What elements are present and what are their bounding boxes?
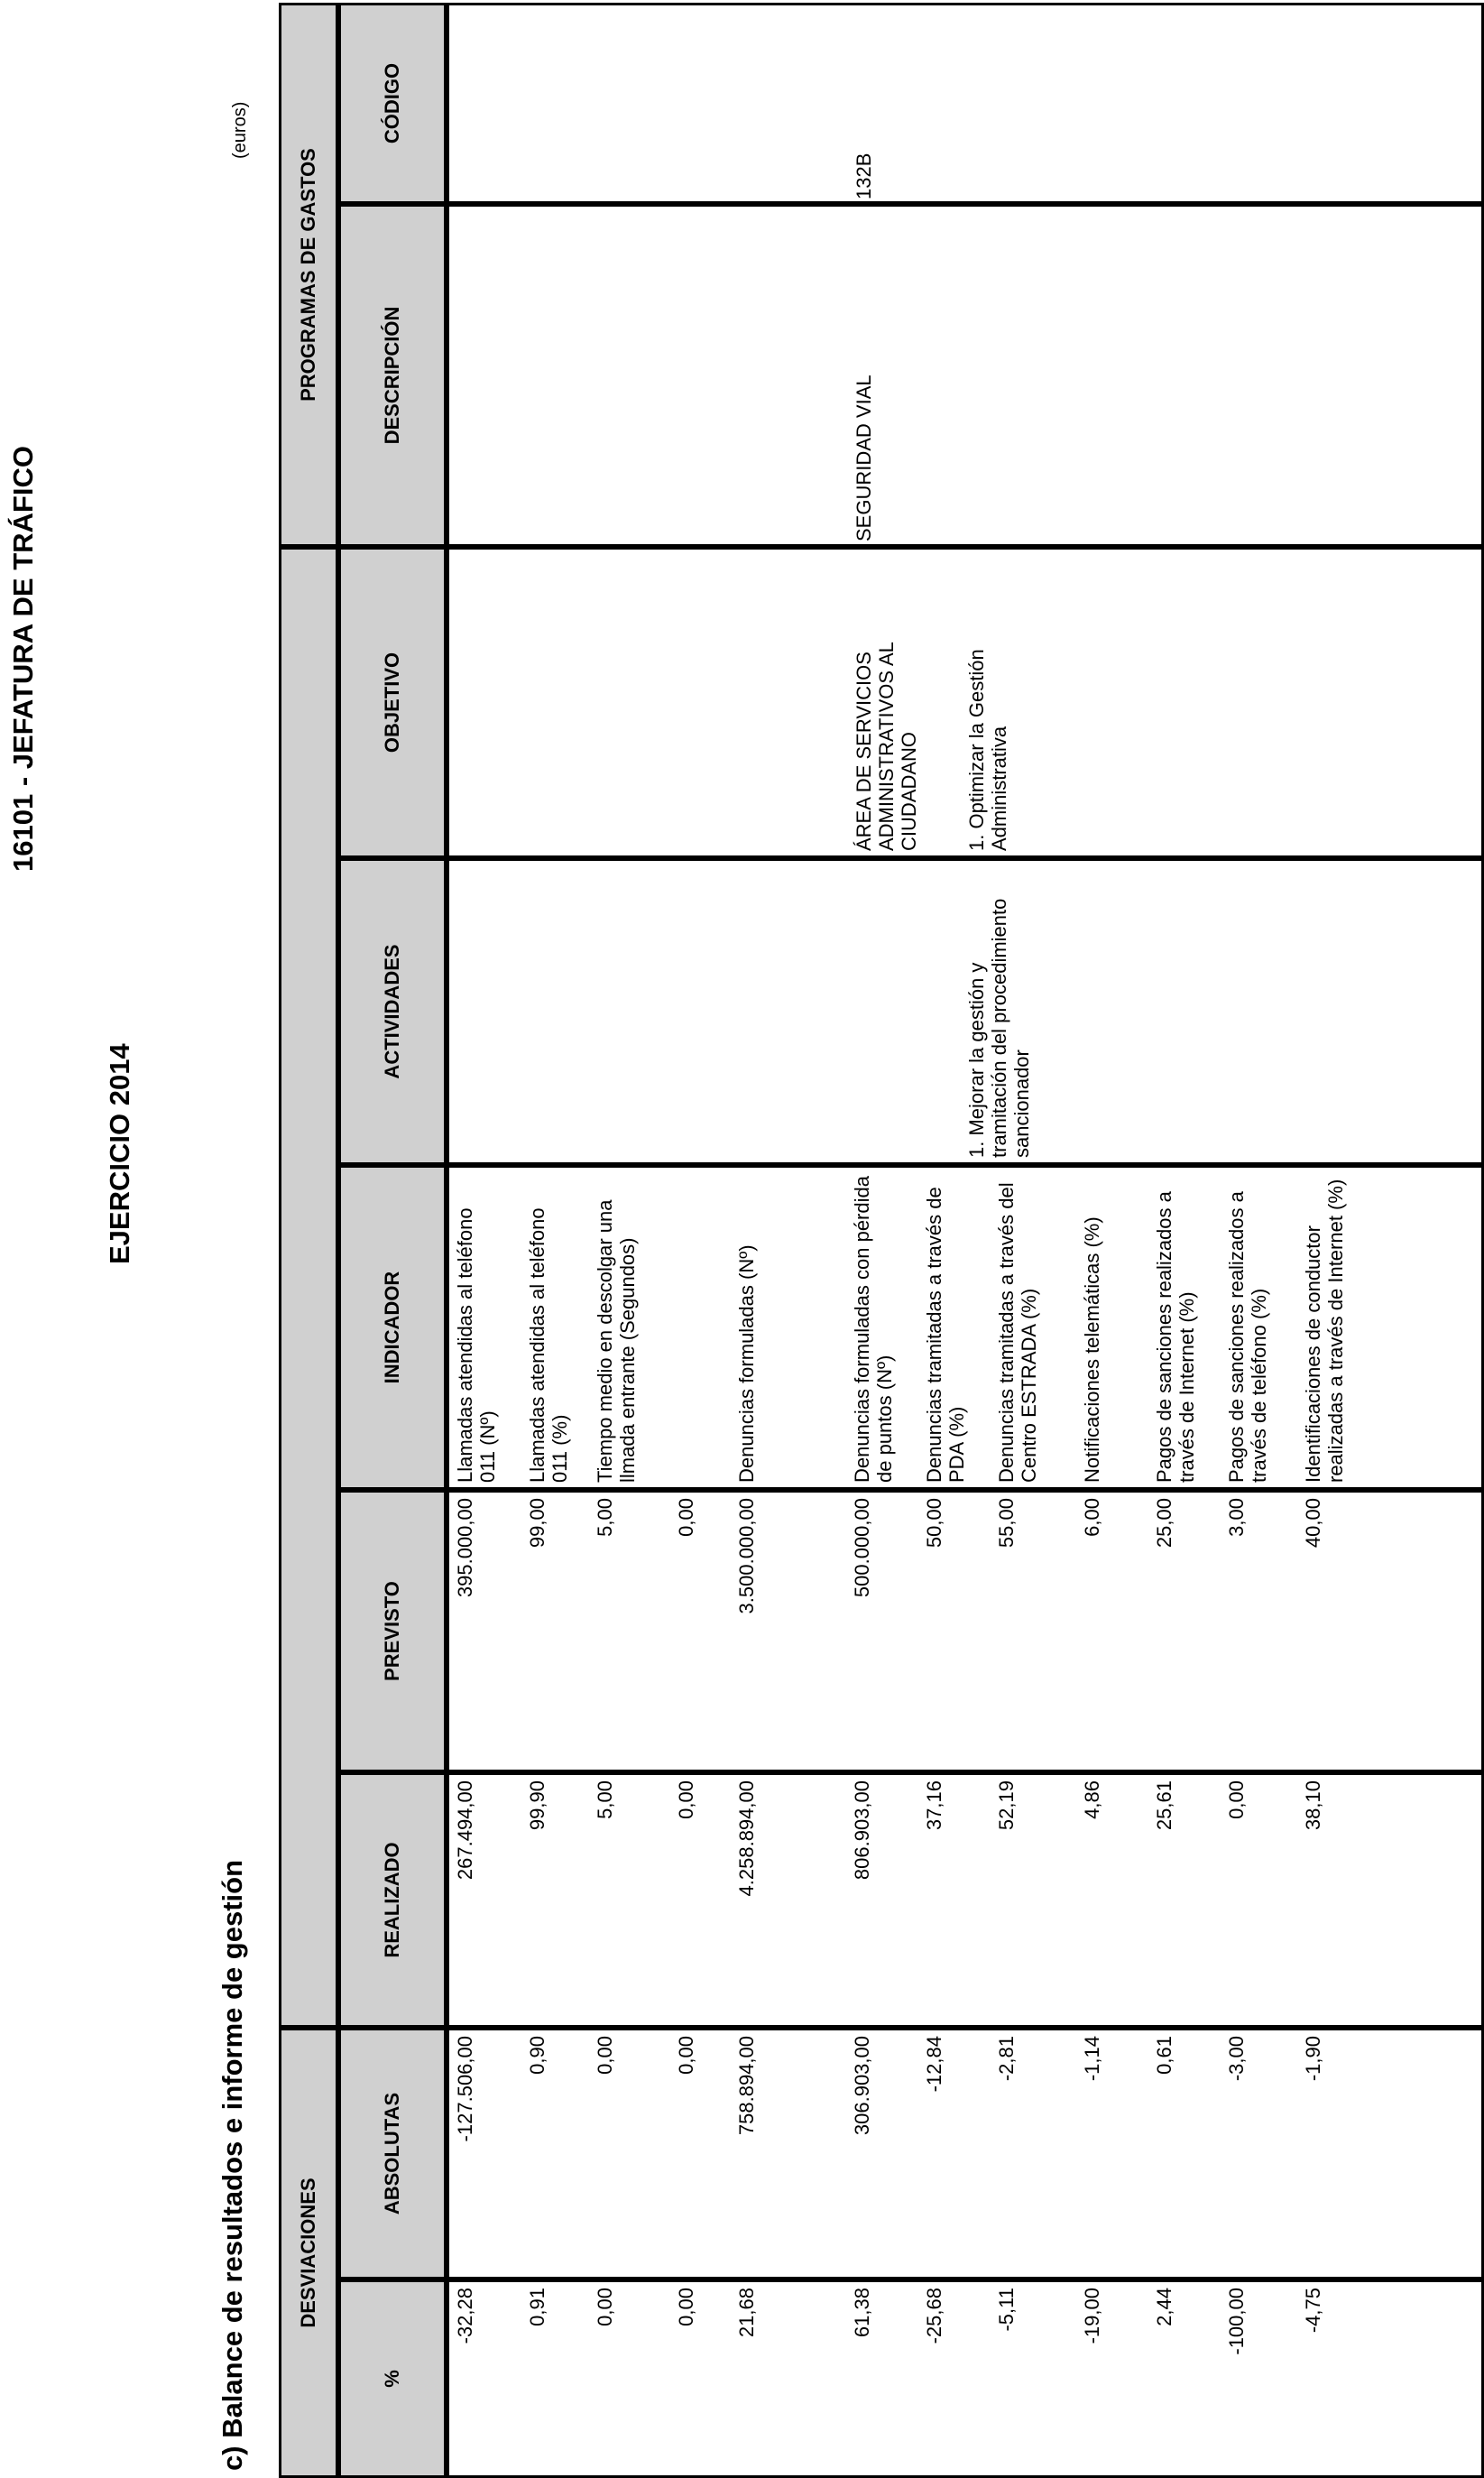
actual-value-8: 52,19 <box>995 1780 1018 1831</box>
units-label: (euros) <box>230 101 250 159</box>
indicator-12: Identificaciones de conductor realizadas a través de Internet (%) <box>1302 1179 1347 1483</box>
organism-title: 16101 - JEFATURA DE TRÁFICO <box>7 446 39 872</box>
absolute-deviation-2: 0,90 <box>526 2036 548 2075</box>
header-desviaciones-group: DESVIACIONES <box>279 2028 338 2478</box>
planned-value-5: 3.500.000,00 <box>735 1498 758 1614</box>
percent-deviation-9: -19,00 <box>1081 2288 1103 2344</box>
planned-value-9: 6,00 <box>1081 1498 1103 1537</box>
indicator-11: Pagos de sanciones realizados a través de teléfono (%) <box>1225 1191 1270 1483</box>
objective: 1. Optimizar la Gestión Administrativa <box>965 649 1010 851</box>
header-objetivo: OBJETIVO <box>338 547 447 858</box>
actual-value-7: 37,16 <box>923 1780 945 1831</box>
planned-value-11: 3,00 <box>1225 1498 1248 1537</box>
program-code: 132B <box>853 153 875 199</box>
header-realizado: REALIZADO <box>338 1772 447 2028</box>
absolute-deviation-10: 0,61 <box>1153 2036 1175 2075</box>
actual-value-2: 99,90 <box>526 1780 548 1831</box>
actual-value-3: 5,00 <box>594 1780 616 1819</box>
planned-value-3: 5,00 <box>594 1498 616 1537</box>
actual-value-1: 267.494,00 <box>454 1780 476 1881</box>
planned-value-1: 395.000,00 <box>454 1498 476 1598</box>
absolute-deviation-1: -127.506,00 <box>454 2036 476 2142</box>
indicator-9: Notificaciones telemáticas (%) <box>1081 1216 1103 1483</box>
absolute-deviation-5: 758.894,00 <box>735 2036 758 2136</box>
actual-value-6: 806.903,00 <box>851 1780 873 1881</box>
actual-value-10: 25,61 <box>1153 1780 1175 1831</box>
indicator-3: Tiempo medio en descolgar una llmada entrante (Segundos) <box>594 1199 639 1483</box>
header-absolutas: ABSOLUTAS <box>338 2028 447 2279</box>
indicator-2: Llamadas atendidas al teléfono 011 (%) <box>526 1207 571 1483</box>
percent-deviation-3: 0,00 <box>594 2288 616 2326</box>
actual-value-12: 38,10 <box>1302 1780 1324 1831</box>
header-programas-group: PROGRAMAS DE GASTOS <box>279 3 338 547</box>
absolute-deviation-4: 0,00 <box>675 2036 697 2075</box>
indicator-7: Denuncias tramitadas a través de PDA (%) <box>923 1187 968 1483</box>
planned-value-4: 0,00 <box>675 1498 697 1537</box>
planned-value-6: 500.000,00 <box>851 1498 873 1598</box>
body-column-descripcion <box>447 204 1484 547</box>
header-actividades: ACTIVIDADES <box>338 858 447 1165</box>
objective-area: ÁREA DE SERVICIOS ADMINISTRATIVOS AL CIUDADANO <box>853 642 920 851</box>
percent-deviation-8: -5,11 <box>995 2288 1018 2332</box>
actual-value-9: 4,86 <box>1081 1780 1103 1819</box>
planned-value-10: 25,00 <box>1153 1498 1175 1549</box>
absolute-deviation-8: -2,81 <box>995 2036 1018 2082</box>
percent-deviation-10: 2,44 <box>1153 2288 1175 2326</box>
header-previsto: PREVISTO <box>338 1490 447 1772</box>
planned-value-8: 55,00 <box>995 1498 1018 1549</box>
header-indicador: INDICADOR <box>338 1165 447 1490</box>
percent-deviation-6: 61,38 <box>851 2288 873 2338</box>
absolute-deviation-9: -1,14 <box>1081 2036 1103 2082</box>
section-title: c) Balance de resultados e informe de gestión <box>217 1859 248 2471</box>
percent-deviation-12: -4,75 <box>1302 2288 1324 2334</box>
indicator-5: Denuncias formuladas (Nº) <box>735 1244 758 1483</box>
percent-deviation-4: 0,00 <box>675 2288 697 2326</box>
indicator-1: Llamadas atendidas al teléfono 011 (Nº) <box>454 1207 499 1483</box>
planned-value-2: 99,00 <box>526 1498 548 1549</box>
program-description: SEGURIDAD VIAL <box>853 374 875 541</box>
header-codigo: CÓDIGO <box>338 3 447 204</box>
header-porcentaje: % <box>338 2279 447 2478</box>
absolute-deviation-7: -12,84 <box>923 2036 945 2093</box>
percent-deviation-5: 21,68 <box>735 2288 758 2338</box>
planned-value-7: 50,00 <box>923 1498 945 1549</box>
percent-deviation-11: -100,00 <box>1225 2288 1248 2355</box>
year-title: EJERCICIO 2014 <box>104 1043 135 1264</box>
header-descripcion: DESCRIPCIÓN <box>338 204 447 547</box>
percent-deviation-2: 0,91 <box>526 2288 548 2326</box>
percent-deviation-1: -32,28 <box>454 2288 476 2344</box>
planned-value-12: 40,00 <box>1302 1498 1324 1549</box>
indicator-10: Pagos de sanciones realizados a través de Internet (%) <box>1153 1191 1198 1483</box>
actual-value-11: 0,00 <box>1225 1780 1248 1819</box>
absolute-deviation-12: -1,90 <box>1302 2036 1324 2082</box>
indicator-6: Denuncias formuladas con pérdida de puntos (Nº) <box>851 1176 896 1483</box>
percent-deviation-7: -25,68 <box>923 2288 945 2344</box>
actual-value-4: 0,00 <box>675 1780 697 1819</box>
activity: 1. Mejorar la gestión y tramitación del procedimiento sancionador <box>965 898 1033 1158</box>
actual-value-5: 4.258.894,00 <box>735 1780 758 1897</box>
absolute-deviation-3: 0,00 <box>594 2036 616 2075</box>
indicator-8: Denuncias tramitadas a través del Centro ESTRADA (%) <box>995 1182 1040 1483</box>
absolute-deviation-11: -3,00 <box>1225 2036 1248 2082</box>
absolute-deviation-6: 306.903,00 <box>851 2036 873 2136</box>
body-column-codigo <box>447 3 1484 204</box>
header-group-spacer <box>279 547 338 2028</box>
